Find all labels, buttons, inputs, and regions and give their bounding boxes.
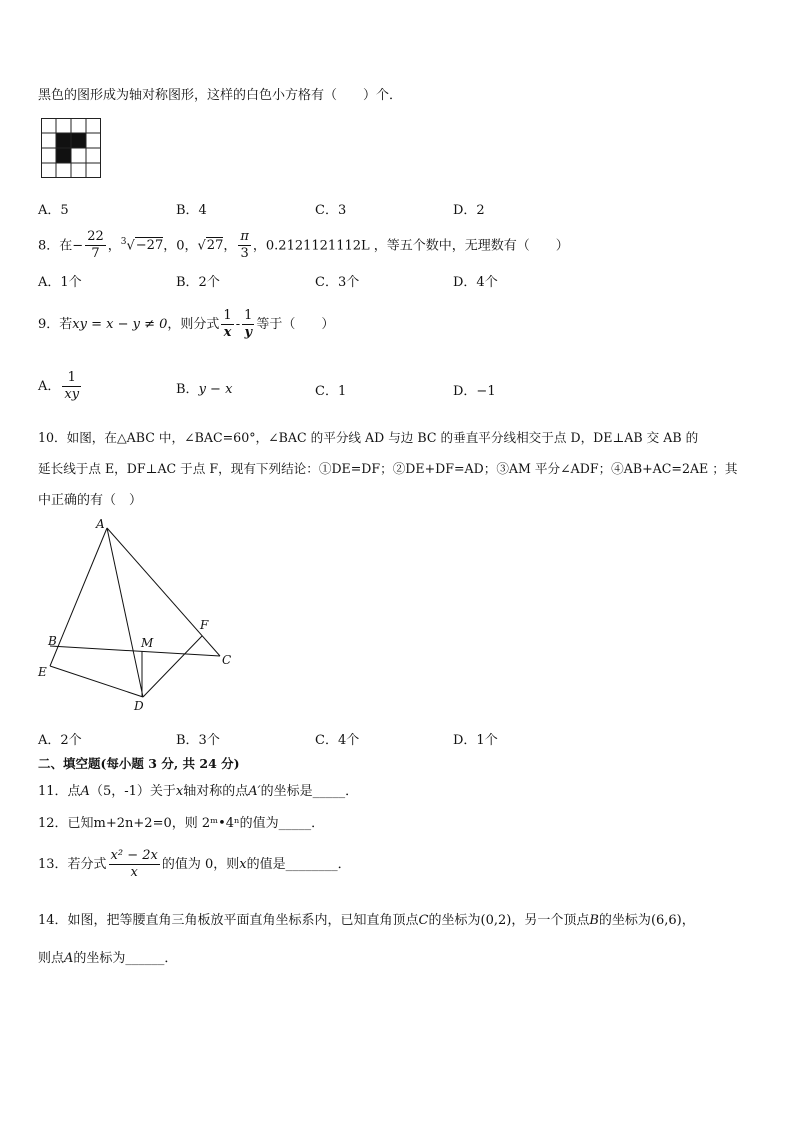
q8-option-a: A．1个 (38, 275, 82, 290)
line-bc (50, 646, 220, 656)
q7-option-d: D．2 (453, 203, 485, 218)
q13-den: x (130, 865, 138, 880)
q13-num: x² − 2x (110, 848, 158, 863)
q8-sep1: ， (107, 238, 121, 254)
q10-option-c: C．4个 (315, 733, 360, 748)
q10-line-1: 10．如图，在△ABC 中，∠BAC=60°，∠BAC 的平分线 AD 与边 BC 的垂直平分线相交于点 D，DE⊥AB 交 AB 的 (38, 430, 699, 445)
q9-f2-den: y (244, 325, 253, 340)
q11-tail: 的坐标是_____． (260, 784, 359, 799)
q9-option-a (38, 367, 83, 407)
q8-radical-sign-2: √ (197, 238, 206, 254)
q9-condition: xy = x − y ≠ 0 (72, 317, 168, 332)
q9-optB-value: y − x (198, 382, 233, 397)
q8-option-c: C．3个 (315, 275, 360, 290)
q8-tail: ，0.2121121112L ，等五个数中，无理数有（ ） (252, 238, 569, 254)
q7-option-c: C．3 (315, 203, 347, 218)
q10-geometry-figure (30, 514, 250, 714)
q14-c-coord: (0,2) (480, 913, 512, 928)
q8-pi-den: 3 (240, 246, 249, 262)
q8-option-b: B．2个 (176, 275, 220, 290)
q14-line-2 (38, 947, 177, 966)
q10-line-3: 中正确的有（ ） (38, 493, 143, 508)
q11-x: x (175, 784, 184, 799)
q10-option-b: B．3个 (176, 733, 220, 748)
q13-stem (38, 845, 351, 885)
q7-option-b: B．4 (176, 203, 207, 218)
q8-cbrt-index: 3 (120, 237, 127, 247)
q8-frac-den: 7 (91, 246, 100, 262)
q13-fraction (109, 848, 160, 881)
q14-line-1 (38, 909, 695, 928)
q10-line-2: 延长线于点 E，DF⊥AC 于点 F，现有下列结论：①DE=DF；②DE+DF=AD；③AM 平分∠ADF；④AB+AC=2AE ；其 (38, 461, 738, 476)
line-ed (50, 666, 143, 697)
q8-sqrt-radicand: 27 (206, 238, 224, 254)
q13-prefix: 13．若分式 (38, 857, 107, 872)
q8-zero: ，0， (163, 238, 198, 254)
q7-stem: 黑色的图形成为轴对称图形，这样的白色小方格有（ ）个． (38, 88, 403, 103)
q12-stem: 12．已知m+2n+2=0，则 2ᵐ•4ⁿ的值为_____． (38, 816, 325, 831)
q8-radical-sign: √ (126, 238, 135, 254)
label-m: M (141, 636, 154, 650)
q9-mid: ，则分式 (167, 317, 220, 332)
line-ad (107, 528, 143, 697)
q9-tail: 等于（ ） (256, 317, 335, 332)
q14-b-coord: (6,6) (650, 913, 682, 928)
q11-point-a: A (80, 784, 90, 799)
q7-option-a: A．5 (38, 203, 69, 218)
q8-option-d: D．4个 (453, 275, 498, 290)
q9-optA-label: A． (38, 379, 61, 394)
q13-mid: 的值为 0，则 (161, 857, 240, 872)
label-b: B (48, 634, 57, 648)
q9-minus: - (235, 317, 241, 332)
q11-mid: 轴对称的点 (183, 784, 249, 799)
label-a: A (96, 517, 105, 531)
q14-text-e: ， (681, 913, 695, 928)
q10-option-a: A．2个 (38, 733, 82, 748)
q14-point-c: C (418, 913, 429, 928)
q8-pi-fraction (238, 229, 251, 262)
q14-text-c: ，另一个顶点 (511, 913, 590, 928)
q14-point-b: B (589, 913, 599, 928)
label-e: E (38, 665, 47, 679)
q9-prefix: 9．若 (38, 317, 73, 332)
q9-fraction-2 (242, 308, 254, 341)
q8-pi-num: π (240, 229, 249, 245)
q11-stem (38, 780, 358, 799)
q9-stem (38, 305, 334, 345)
label-c: C (222, 653, 232, 667)
q8-neg: − (72, 238, 84, 254)
q8-cbrt-radicand: −27 (135, 238, 164, 254)
line-ac (107, 528, 220, 656)
q13-x: x (239, 857, 247, 872)
q11-point-a-prime: A′ (248, 784, 261, 799)
q14-text-b: 的坐标为 (428, 913, 481, 928)
label-d: D (134, 699, 144, 713)
label-f: F (200, 618, 209, 632)
q14-text-g: 的坐标为______． (73, 951, 178, 966)
q9-option-d: D．−1 (453, 384, 496, 399)
q14-text-f: 则点 (38, 951, 65, 966)
q9-optA-fraction (62, 370, 81, 403)
q14-text-d: 的坐标为 (598, 913, 651, 928)
section-title: 二、填空题(每小题 3 分, 共 24 分) (38, 756, 240, 771)
q14-point-a: A (64, 951, 74, 966)
q9-optA-num: 1 (62, 370, 81, 387)
q9-optB-label: B． (176, 382, 199, 397)
q9-f2-num: 1 (244, 308, 253, 323)
q9-option-c: C．1 (315, 384, 347, 399)
line-ae (50, 528, 107, 666)
q7-grid-figure (41, 118, 101, 178)
q8-prefix: 8．在 (38, 238, 73, 254)
q9-fraction-1 (221, 308, 233, 341)
q9-option-b (176, 378, 232, 397)
q8-frac-num: 22 (87, 229, 104, 245)
q9-f1-den: x (223, 325, 232, 340)
q8-sep2: ， (223, 238, 237, 254)
q13-tail: 的值是________． (246, 857, 351, 872)
q10-option-d: D．1个 (453, 733, 498, 748)
q8-fraction (85, 229, 106, 262)
q14-text-a: 14．如图，把等腰直角三角板放平面直角坐标系内，已知直角顶点 (38, 913, 419, 928)
q11-prefix: 11．点 (38, 784, 81, 799)
q9-optA-den: xy (64, 387, 80, 402)
q11-coords: （5，-1）关于 (89, 784, 176, 799)
q8-stem (38, 222, 569, 266)
q9-f1-num: 1 (223, 308, 232, 323)
